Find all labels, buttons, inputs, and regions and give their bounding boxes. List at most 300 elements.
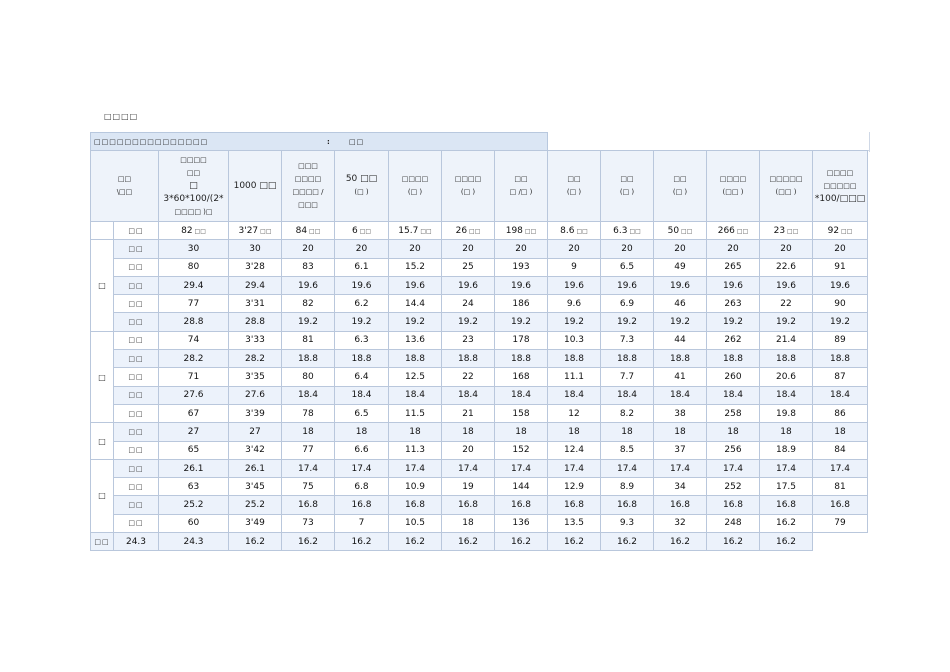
table-cell: [282, 331, 335, 349]
table-cell: [495, 368, 548, 386]
cell-value: 16.8: [457, 500, 479, 511]
table-cell: [813, 258, 868, 276]
table-row: [91, 386, 868, 404]
table-row: [91, 368, 868, 386]
cell-value: 16.2: [510, 536, 532, 547]
cell-value: 9: [571, 262, 577, 273]
row-label: □□: [114, 240, 159, 258]
column-header: [91, 151, 159, 222]
cell-value: 20: [409, 243, 421, 254]
cell-value: 38: [674, 408, 686, 419]
cell-value: 19.2: [722, 317, 744, 328]
table-cell: [601, 295, 654, 313]
group-label: □: [91, 331, 114, 422]
cell-value: 19.2: [669, 317, 691, 328]
cell-value: 82: [302, 298, 314, 309]
table-cell: [707, 240, 760, 258]
table-cell: [159, 313, 229, 331]
table-cell: [282, 222, 335, 240]
cell-value: 19: [462, 481, 474, 492]
cell-value: 22: [462, 372, 474, 383]
table-cell: [548, 386, 601, 404]
cell-value: 17.4: [457, 463, 479, 474]
table-cell: [389, 514, 442, 532]
table-cell: [707, 478, 760, 496]
table-cell: [601, 276, 654, 294]
cell-value: 6.3: [613, 225, 628, 236]
table-cell: [654, 331, 707, 349]
cell-value: 3'49: [245, 518, 265, 529]
cell-value: 6.3: [354, 335, 369, 346]
cell-value: 19.6: [722, 280, 744, 291]
table-cell: [389, 368, 442, 386]
cell-value: 18.8: [616, 353, 638, 364]
cell-value: 25.2: [244, 500, 266, 511]
cell-value: 158: [512, 408, 530, 419]
table-cell: [760, 514, 813, 532]
table-cell: [707, 258, 760, 276]
table-cell: [389, 386, 442, 404]
column-header: [601, 151, 654, 222]
table-caption: [90, 132, 548, 151]
cell-value: 19.6: [775, 280, 797, 291]
table-cell: [335, 386, 389, 404]
cell-value: 144: [512, 481, 530, 492]
cell-value: 81: [302, 335, 314, 346]
cell-value: 23: [462, 335, 474, 346]
cell-value: 3'39: [245, 408, 265, 419]
table-cell: [495, 423, 548, 441]
table-row: [91, 222, 868, 240]
table-cell: [282, 276, 335, 294]
table-cell: [654, 386, 707, 404]
column-header-line: □□□□ )□: [174, 207, 213, 216]
cell-value: 77: [187, 298, 200, 309]
unit-mark: □□: [787, 227, 799, 235]
cell-value: 6.5: [354, 408, 369, 419]
cell-value: 152: [512, 445, 530, 456]
table-cell: [442, 331, 495, 349]
column-header-line: (□ ): [407, 188, 423, 196]
table-cell: [813, 295, 868, 313]
table-cell: [654, 368, 707, 386]
cell-value: 16.8: [297, 500, 319, 511]
cell-value: 15.7: [398, 225, 419, 236]
row-label: □□: [114, 276, 159, 294]
cell-value: 34: [674, 481, 686, 492]
cell-value: 18.8: [669, 353, 691, 364]
table-cell: [229, 441, 282, 459]
cell-value: 49: [674, 262, 686, 273]
table-cell: [813, 313, 868, 331]
cell-value: 13.5: [563, 518, 585, 529]
table-cell: [548, 331, 601, 349]
table-cell: [282, 240, 335, 258]
cell-value: 16.2: [775, 536, 797, 547]
table-cell: [335, 331, 389, 349]
table-cell: [707, 295, 760, 313]
table-cell: [601, 331, 654, 349]
document-label: □□□□: [104, 112, 139, 121]
table-cell: [282, 514, 335, 532]
table-cell: [442, 533, 495, 551]
cell-value: 6.4: [354, 372, 369, 383]
column-header-line: □□□□: [180, 155, 207, 164]
table-cell: [389, 533, 442, 551]
column-header-line: 1000 □□: [233, 180, 277, 191]
cell-value: 19.6: [563, 280, 585, 291]
table-cell: [495, 295, 548, 313]
cell-value: 27.6: [244, 390, 266, 401]
cell-value: 27: [187, 426, 200, 437]
cell-value: 19.6: [351, 280, 372, 291]
table-cell: [813, 514, 868, 532]
cell-value: 11.1: [563, 372, 585, 383]
table-cell: [654, 496, 707, 514]
table-cell: [813, 368, 868, 386]
cell-value: 9.3: [619, 518, 635, 529]
table-cell: [654, 295, 707, 313]
table-cell: [389, 423, 442, 441]
cell-value: 17.4: [775, 463, 797, 474]
table-cell: [548, 478, 601, 496]
cell-value: 19.6: [297, 280, 319, 291]
cell-value: 20: [834, 243, 846, 254]
row-label: □□: [114, 386, 159, 404]
table-cell: [495, 441, 548, 459]
cell-value: 20: [462, 445, 474, 456]
cell-value: 8.9: [619, 481, 635, 492]
table-cell: [548, 240, 601, 258]
table-cell: [335, 478, 389, 496]
column-header: [548, 151, 601, 222]
cell-value: 11.5: [404, 408, 426, 419]
table-cell: [159, 441, 229, 459]
table-cell: [495, 404, 548, 422]
table-cell: [707, 386, 760, 404]
cell-value: 75: [302, 481, 314, 492]
row-label: □□: [114, 295, 159, 313]
table-cell: [335, 350, 389, 368]
table-cell: [159, 478, 229, 496]
cell-value: 18.4: [351, 390, 372, 401]
table-cell: [229, 496, 282, 514]
table-cell: [335, 404, 389, 422]
table-cell: [389, 313, 442, 331]
cell-value: 18.4: [297, 390, 319, 401]
cell-value: 17.4: [351, 463, 372, 474]
cell-value: 18.4: [829, 390, 851, 401]
table-cell: [335, 423, 389, 441]
table-cell: [707, 331, 760, 349]
cell-value: 16.8: [563, 500, 585, 511]
column-header-line: □□□: [298, 201, 318, 209]
table-cell: [442, 368, 495, 386]
table-cell: [495, 331, 548, 349]
table-cell: [654, 258, 707, 276]
table-cell: [495, 258, 548, 276]
column-header-line: (□ ): [354, 188, 369, 196]
cell-value: 3'35: [245, 372, 265, 383]
table-cell: [601, 459, 654, 477]
group-label: □: [91, 459, 114, 532]
table-cell: [389, 441, 442, 459]
unit-mark: □□: [359, 227, 372, 235]
table-cell: [159, 496, 229, 514]
cell-value: 20: [780, 243, 792, 254]
table-cell: [760, 331, 813, 349]
unit-mark: □□: [629, 227, 641, 235]
cell-value: 80: [187, 262, 200, 273]
cell-value: 19.2: [297, 317, 319, 328]
column-header-line: □□: [673, 175, 687, 183]
column-header-line: (□□ ): [722, 188, 744, 196]
row-label: □□: [91, 533, 114, 551]
cell-value: 41: [674, 372, 686, 383]
cell-value: 20: [302, 243, 314, 254]
table-row: [91, 404, 868, 422]
row-label: □□: [114, 514, 159, 532]
table-cell: [335, 313, 389, 331]
table-cell: [707, 404, 760, 422]
cell-value: 13.6: [404, 335, 426, 346]
table-cell: [389, 459, 442, 477]
table-cell: [282, 368, 335, 386]
table-cell: [813, 240, 868, 258]
table-cell: [601, 404, 654, 422]
cell-value: 178: [512, 335, 530, 346]
cell-value: 50: [667, 225, 680, 236]
table-row: [91, 478, 868, 496]
table-cell: [159, 240, 229, 258]
column-header-line: □□□□: [826, 168, 854, 177]
column-header: [495, 151, 548, 222]
column-header: [335, 151, 389, 222]
table-cell: [601, 222, 654, 240]
table-cell: [760, 295, 813, 313]
cell-value: 136: [512, 518, 530, 529]
table-row: [91, 533, 868, 551]
column-header-line: (□ ): [460, 188, 476, 196]
table-cell: [442, 478, 495, 496]
table-cell: [548, 222, 601, 240]
table-cell: [335, 368, 389, 386]
column-header-line: □□□□: [294, 175, 322, 183]
cell-value: 3'31: [245, 298, 265, 309]
table-cell: [654, 478, 707, 496]
table-cell: [442, 459, 495, 477]
cell-value: 193: [512, 262, 530, 273]
cell-value: 65: [187, 445, 200, 456]
table-row: [91, 514, 868, 532]
table-cell: [335, 222, 389, 240]
cell-value: 29.4: [183, 280, 204, 291]
table-cell: [229, 350, 282, 368]
cell-value: 16.8: [775, 500, 797, 511]
cell-value: 3'33: [245, 335, 265, 346]
table-cell: [282, 423, 335, 441]
cell-value: 18: [409, 426, 421, 437]
row-label: □□: [114, 350, 159, 368]
table-cell: [442, 423, 495, 441]
cell-value: 83: [302, 262, 314, 273]
row-label: □□: [114, 441, 159, 459]
table-cell: [229, 276, 282, 294]
cell-value: 80: [302, 372, 314, 383]
cell-value: 263: [724, 298, 742, 309]
table-cell: [760, 258, 813, 276]
table-cell: [601, 386, 654, 404]
cell-value: 24: [462, 298, 474, 309]
table-cell: [495, 459, 548, 477]
cell-value: 10.3: [563, 335, 585, 346]
table-cell: [282, 533, 335, 551]
column-header: [654, 151, 707, 222]
table-cell: [813, 496, 868, 514]
cell-value: 16.8: [616, 500, 638, 511]
cell-value: 18.8: [351, 353, 372, 364]
cell-value: 258: [724, 408, 742, 419]
cell-value: 19.2: [510, 317, 532, 328]
table-cell: [282, 459, 335, 477]
table-cell: [389, 258, 442, 276]
table-cell: [442, 240, 495, 258]
table-row: [91, 423, 868, 441]
cell-value: 21.4: [775, 335, 797, 346]
table-cell: [813, 276, 868, 294]
table-cell: [389, 496, 442, 514]
table-cell: [159, 331, 229, 349]
table-cell: [335, 514, 389, 532]
table-cell: [442, 350, 495, 368]
table-cell: [335, 240, 389, 258]
cell-value: 26: [455, 225, 468, 236]
cell-value: 18.9: [775, 445, 797, 456]
table-cell: [707, 313, 760, 331]
column-header: [229, 151, 282, 222]
table-cell: [813, 350, 868, 368]
table-cell: [601, 478, 654, 496]
cell-value: 12.4: [563, 445, 585, 456]
table-cell: [229, 386, 282, 404]
table-cell: [548, 368, 601, 386]
table-cell: [442, 222, 495, 240]
cell-value: 168: [512, 372, 530, 383]
table-cell: [442, 496, 495, 514]
column-header-line: □□□□: [401, 175, 429, 183]
cell-value: 248: [724, 518, 742, 529]
cell-value: 10.5: [404, 518, 426, 529]
table-cell: [654, 423, 707, 441]
cell-value: 9.6: [566, 298, 582, 309]
caption-right: □□: [349, 138, 365, 146]
cell-value: 186: [512, 298, 530, 309]
cell-value: 252: [724, 481, 742, 492]
cell-value: 16.2: [351, 536, 372, 547]
unit-mark: □□: [194, 227, 206, 235]
cell-value: 30: [187, 243, 200, 254]
column-header-line: 50 □□: [345, 174, 378, 184]
cell-value: 32: [674, 518, 686, 529]
cell-value: 6.8: [354, 481, 369, 492]
column-header-line: □ 3*60*100/(2*: [163, 180, 224, 204]
cell-value: 19.6: [616, 280, 638, 291]
cell-value: 7.3: [619, 335, 635, 346]
column-header: [442, 151, 495, 222]
cell-value: 84: [295, 225, 308, 236]
cell-value: 8.2: [619, 408, 635, 419]
table-cell: [495, 533, 548, 551]
cell-value: 16.8: [404, 500, 426, 511]
cell-value: 20: [515, 243, 527, 254]
table-cell: [813, 441, 868, 459]
table-cell: [548, 533, 601, 551]
table-cell: [282, 295, 335, 313]
group-label: □: [91, 240, 114, 331]
table-cell: [442, 386, 495, 404]
table-cell: [707, 276, 760, 294]
cell-value: 19.2: [829, 317, 851, 328]
table-cell: [813, 386, 868, 404]
cell-value: 23: [773, 225, 786, 236]
column-header: [159, 151, 229, 222]
table-cell: [654, 313, 707, 331]
table-cell: [495, 386, 548, 404]
table-cell: [282, 404, 335, 422]
cell-value: 16.2: [297, 536, 319, 547]
column-header-line: □□□: [298, 162, 318, 170]
column-header-line: □□□□□: [823, 181, 857, 190]
score-table: [90, 150, 868, 551]
cell-value: 6.5: [619, 262, 635, 273]
cell-value: 18.8: [297, 353, 319, 364]
cell-value: 28.2: [244, 353, 266, 364]
column-header-line: (□□ ): [775, 188, 797, 196]
cell-value: 17.5: [775, 481, 797, 492]
cell-value: 26.1: [183, 463, 204, 474]
table-cell: [159, 386, 229, 404]
table-body: [91, 222, 868, 551]
table-cell: [114, 533, 159, 551]
table-cell: [707, 533, 760, 551]
table-cell: [760, 441, 813, 459]
cell-value: 28.8: [183, 317, 204, 328]
cell-value: 18.8: [563, 353, 585, 364]
table-cell: [707, 423, 760, 441]
row-label: □□: [114, 459, 159, 477]
column-header-line: (□ ): [566, 188, 582, 196]
unit-mark: □□: [841, 227, 853, 235]
table-cell: [495, 222, 548, 240]
table-cell: [442, 313, 495, 331]
table-cell: [760, 423, 813, 441]
table-cell: [442, 258, 495, 276]
table-row: [91, 276, 868, 294]
cell-value: 17.4: [404, 463, 426, 474]
table-cell: [389, 404, 442, 422]
cell-value: 27.6: [183, 390, 204, 401]
table-cell: [601, 368, 654, 386]
cell-value: 10.9: [404, 481, 426, 492]
table-row: [91, 441, 868, 459]
table-cell: [282, 441, 335, 459]
column-header: [760, 151, 813, 222]
row-label: □□: [114, 496, 159, 514]
table-cell: [335, 258, 389, 276]
table-cell: [760, 404, 813, 422]
table-cell: [442, 441, 495, 459]
group-label: □: [91, 423, 114, 460]
